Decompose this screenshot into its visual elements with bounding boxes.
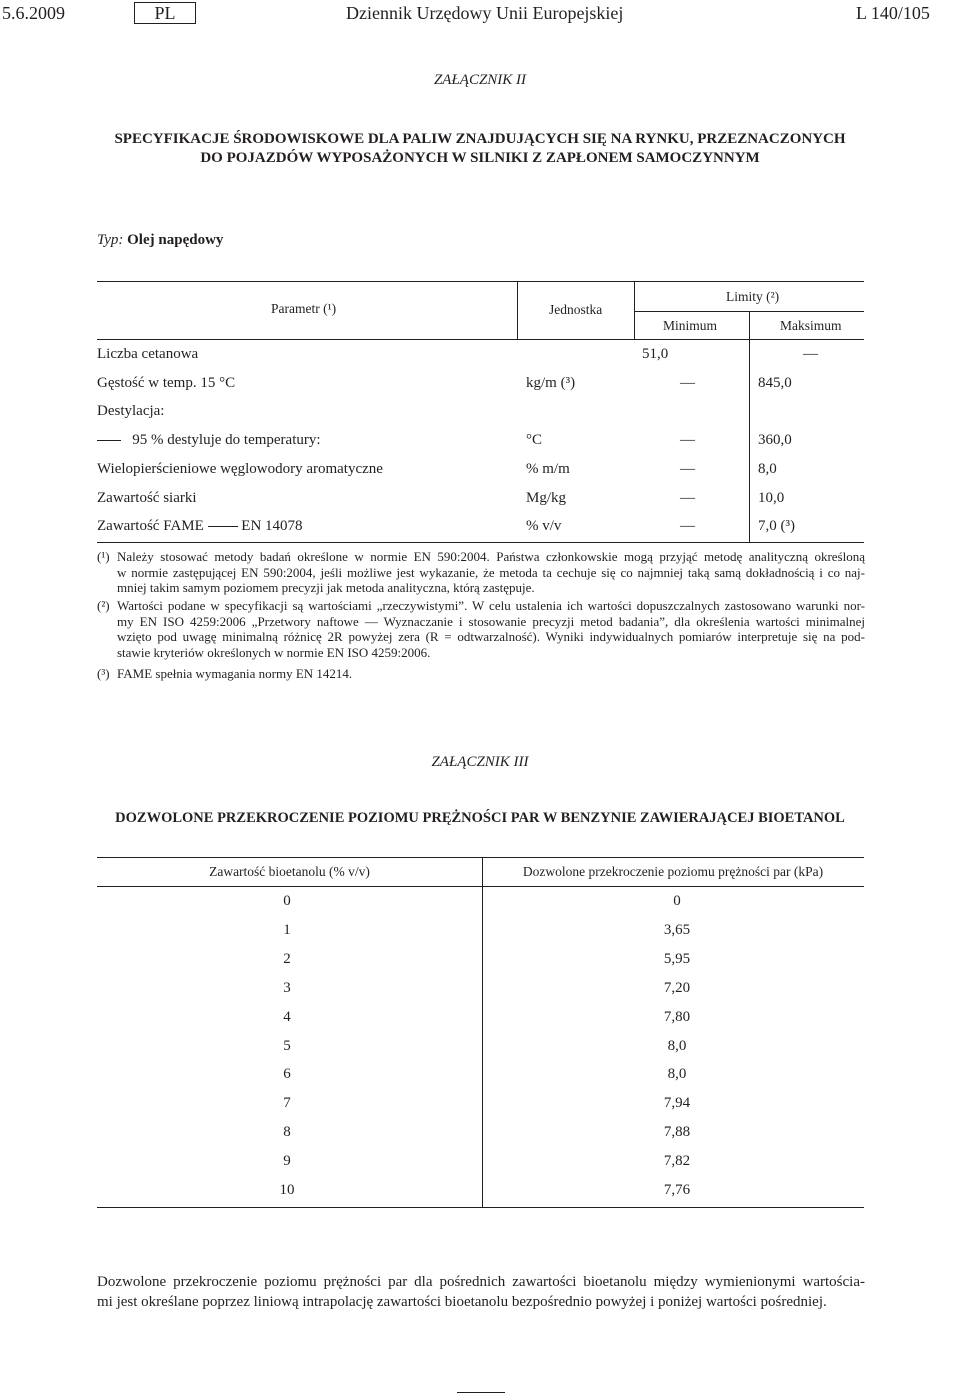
header-language-box: PL: [134, 2, 196, 24]
vapour-pressure-cell: 7,20: [663, 980, 691, 996]
column-header-unit: Jednostka: [549, 302, 603, 317]
bioethanol-content-cell: 0: [283, 893, 291, 909]
vapour-pressure-cell: 5,95: [663, 951, 691, 967]
annex-2-title-line-2: DO POJAZDÓW WYPOSAŻONYCH W SILNIKI Z ZAPŁONEM SAMOCZYNNYM: [200, 150, 760, 166]
table-row-param: Gęstość w temp. 15 °C: [97, 375, 236, 391]
table-row-param-standard: EN 14078: [241, 518, 303, 534]
table-row-unit: % v/v: [526, 518, 562, 534]
dash-mark: [208, 526, 238, 527]
fuel-type-prefix: Typ:: [97, 232, 124, 248]
table-row-max: 845,0: [758, 375, 792, 391]
page-end-rule: [457, 1392, 505, 1393]
footnote-line: wzięto pod uwagę minimalną różnicę 2R powyżej zera (R = odtwarzalność). Wyniki indywidualnych pomiarów interpretuje się na pod-: [117, 629, 865, 645]
column-header-bioethanol: Zawartość bioetanolu (% v/v): [209, 864, 370, 879]
column-header-minimum: Minimum: [663, 318, 718, 333]
footnote-label: (¹): [97, 549, 110, 564]
table-row-min: —: [680, 518, 695, 534]
vapour-pressure-cell: 7,80: [663, 1009, 691, 1025]
column-header-maximum: Maksimum: [780, 318, 842, 333]
bioethanol-content-cell: 5: [283, 1038, 291, 1054]
table-row-param-fame: [97, 518, 303, 535]
bioethanol-content-cell: 2: [283, 951, 291, 967]
note-line: mi jest określane poprzez liniową intrapolację zawartości bioetanolu bezpośrednio powyżej i poniżej wartości pośredniej.: [97, 1294, 827, 1310]
header-date: 5.6.2009: [2, 3, 65, 23]
vapour-pressure-cell: 8,0: [667, 1066, 687, 1082]
table-row-unit: °C: [526, 432, 543, 448]
footnote-line: w normie zastępującej EN 590:2004, jeśli możliwe jest wykazanie, że metoda ta cechuje się co najmniej taką samą dokładnością i co naj-: [117, 564, 865, 580]
footnote-1: [97, 549, 865, 596]
table-row-min: —: [680, 461, 695, 477]
table-row-min: 51,0: [642, 346, 669, 362]
header-journal-title: Dziennik Urzędowy Unii Europejskiej: [346, 3, 624, 23]
footnote-2: [97, 598, 865, 660]
vapour-pressure-cell: 0: [673, 893, 681, 909]
table-row-unit: Mg/kg: [526, 490, 567, 506]
footnote-line: my EN ISO 4259:2006 „Przetwory naftowe — Wyznaczanie i stosowanie precyzji metod badania”, dla określenia wartości minimalnej: [117, 613, 865, 629]
header-page-number: L 140/105: [856, 3, 930, 23]
fuel-type: [97, 232, 223, 249]
table-row-param: Zawartość siarki: [97, 490, 197, 506]
vapour-pressure-cell: 8,0: [667, 1038, 687, 1054]
footnote-label: (³): [97, 666, 110, 681]
table-row-max: 7,0 (³): [758, 518, 795, 534]
bioethanol-content-cell: 1: [283, 922, 291, 938]
table-row-param: Liczba cetanowa: [97, 346, 199, 362]
table-row-param: Wielopierścieniowe węglowodory aromatyczne: [97, 461, 383, 477]
note-line: Dozwolone przekroczenie poziomu prężności par dla pośrednich zawartości bioetanolu między wymienionymi wartościa-: [97, 1274, 865, 1290]
footnote-line: stawie kryteriów określonych w normie EN ISO 4259:2006.: [117, 644, 431, 660]
vapour-pressure-cell: 7,76: [663, 1182, 691, 1198]
table-row-max: —: [803, 346, 818, 362]
fuel-type-value: Olej napędowy: [127, 232, 224, 248]
table-row-param-indented: [97, 432, 321, 449]
table-row-param: 95 % destyluje do temperatury:: [132, 432, 321, 448]
vapour-pressure-cell: 7,94: [663, 1095, 691, 1111]
vapour-pressure-cell: 3,65: [663, 922, 691, 938]
footnote-label: (²): [97, 598, 110, 613]
table-row-max: 360,0: [758, 432, 792, 448]
footnote-line: mniej takim samym poziomem precyzji jak metoda analityczna, którą zastępuje.: [117, 580, 535, 596]
footnote-line: FAME spełnia wymagania normy EN 14214.: [117, 666, 353, 681]
column-header-vapour-pressure: Dozwolone przekroczenie poziomu prężności par (kPa): [522, 864, 824, 879]
bioethanol-content-cell: 3: [283, 980, 291, 996]
bioethanol-content-cell: 8: [283, 1124, 291, 1140]
vapour-pressure-cell: 7,88: [663, 1124, 691, 1140]
vapour-pressure-cell: 7,82: [663, 1153, 691, 1169]
table-row-min: —: [680, 490, 695, 506]
bioethanol-content-cell: 4: [283, 1009, 291, 1025]
interpolation-note: [97, 1272, 865, 1312]
column-header-limits: Limity (²): [726, 289, 780, 304]
table-row-unit: kg/m (³): [526, 375, 576, 391]
annex-2-title-line-1: SPECYFIKACJE ŚRODOWISKOWE DLA PALIW ZNAJDUJĄCYCH SIĘ NA RYNKU, PRZEZNACZONYCH: [114, 131, 846, 147]
dash-mark: [97, 440, 121, 441]
annex-3-title: DOZWOLONE PRZEKROCZENIE POZIOMU PRĘŻNOŚCI PAR W BENZYNIE ZAWIERAJĄCEJ BIOETANOL: [115, 810, 845, 826]
bioethanol-content-cell: 7: [283, 1095, 291, 1111]
table-row-param: Zawartość FAME: [97, 518, 204, 534]
table-row-max: 10,0: [758, 490, 785, 506]
bioethanol-content-cell: 10: [279, 1182, 295, 1198]
table-row-param: Destylacja:: [97, 403, 165, 419]
table-row-min: —: [680, 432, 695, 448]
bioethanol-content-cell: 9: [283, 1153, 291, 1169]
table-row-unit: % m/m: [526, 461, 570, 477]
table-row-min: —: [680, 375, 695, 391]
annex-3-label: ZAŁĄCZNIK III: [431, 754, 529, 770]
footnote-line: Należy stosować metody badań określone w normie EN 590:2004. Państwa członkowskie mogą przyjąć metodę analityczną określoną: [117, 549, 865, 564]
table-row-max: 8,0: [758, 461, 777, 477]
footnote-3: [97, 666, 865, 682]
bioethanol-content-cell: 6: [283, 1066, 291, 1082]
column-header-parameter: Parametr (¹): [271, 301, 337, 316]
annex-2-label: ZAŁĄCZNIK II: [433, 72, 527, 88]
footnote-line: Wartości podane w specyfikacji są wartościami „rzeczywistymi”. W celu ustalenia ich wartości dopuszczalnych zastosowano warunki nor-: [117, 598, 865, 613]
